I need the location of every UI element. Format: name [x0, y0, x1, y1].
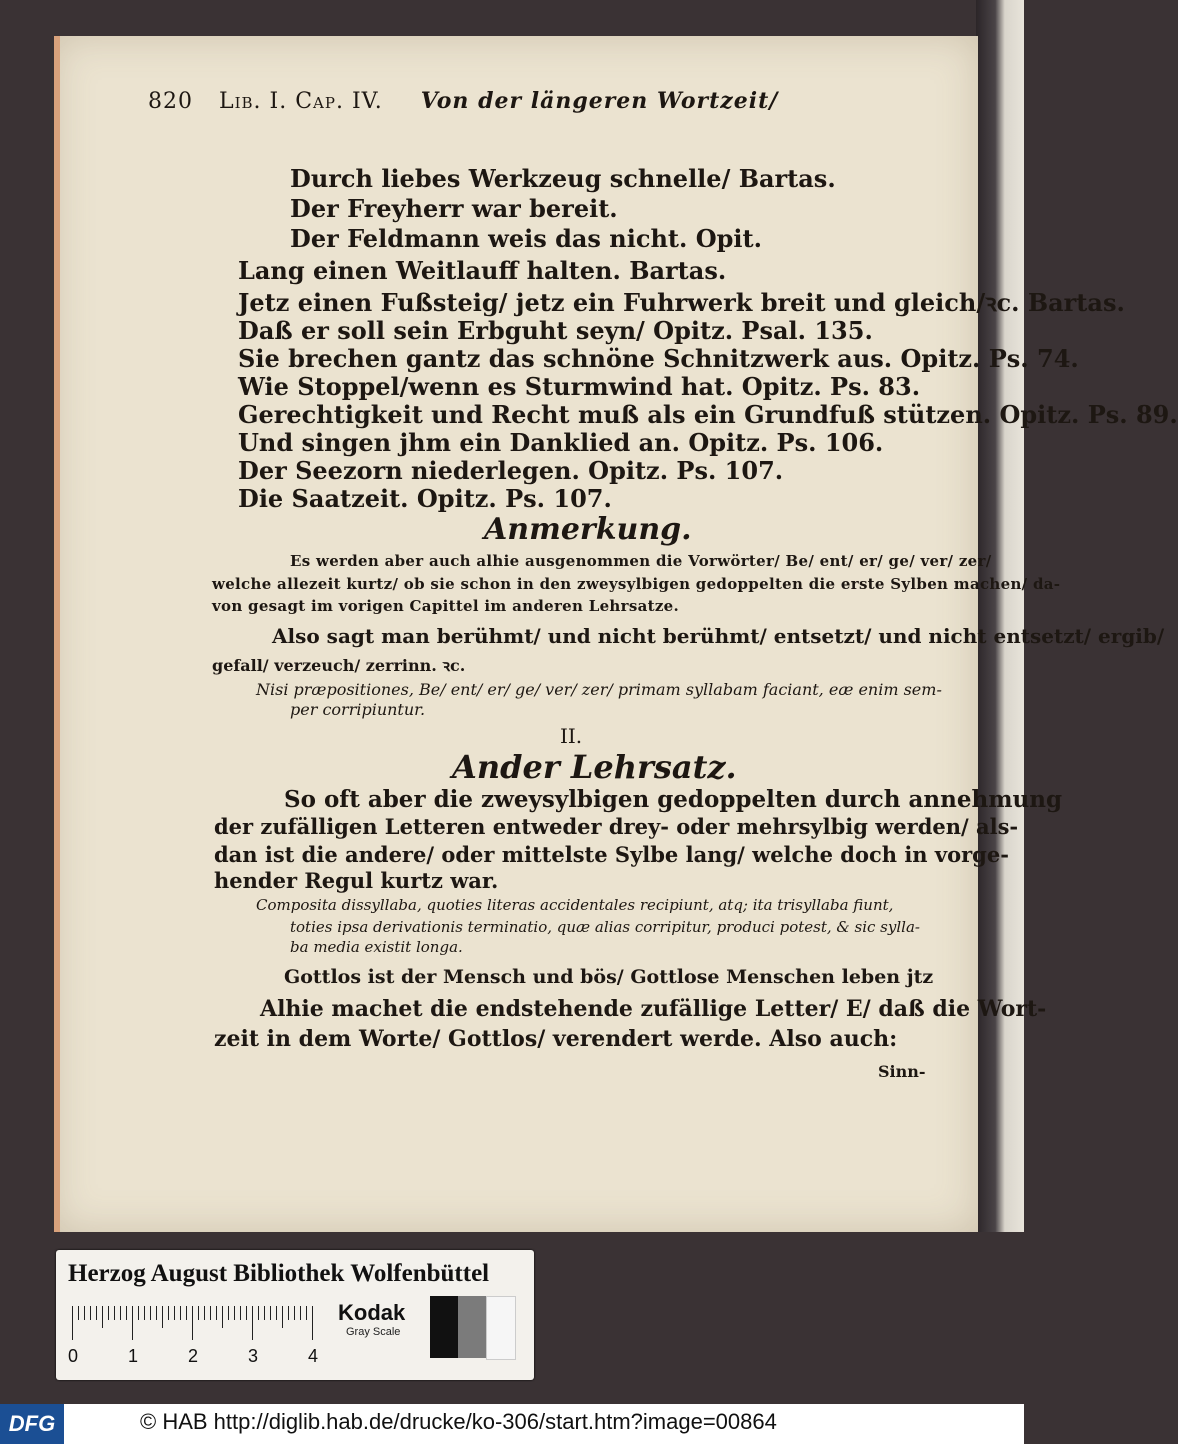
swatch-gray [458, 1296, 486, 1358]
anmerkung-line: von gesagt im vorigen Capittel im anderen Lehrsatze. [212, 597, 680, 615]
ruler-tick [240, 1306, 241, 1320]
ruler-tick [186, 1306, 187, 1320]
ruler-tick [306, 1306, 307, 1320]
scale-number: 1 [128, 1346, 139, 1366]
ruler-tick [264, 1306, 265, 1320]
example-line: Der Freyherr war bereit. [290, 194, 618, 223]
ruler-tick [210, 1306, 211, 1320]
ruler-tick [144, 1306, 145, 1320]
ruler-tick [114, 1306, 115, 1320]
rule-line: dan ist die andere/ oder mittelste Sylbe lang/ welche doch in vorge- [214, 842, 1009, 867]
ruler-tick [174, 1306, 175, 1320]
page-number: 820 [148, 89, 193, 114]
example-line: Gerechtigkeit und Recht muß als ein Grundfuß stützen. Opitz. Ps. 89. [238, 400, 1178, 429]
ruler-tick [204, 1306, 205, 1320]
ruler-tick [282, 1306, 283, 1328]
example-line: Jetz einen Fußsteig/ jetz ein Fuhrwerk breit und gleich/ꝛc. Bartas. [238, 288, 1125, 317]
adjacent-page-edge [976, 0, 1024, 1232]
ruler-tick [90, 1306, 91, 1320]
dfg-logo: DFG [0, 1404, 64, 1444]
example-line: Die Saatzeit. Opitz. Ps. 107. [238, 484, 612, 513]
latin-rule: Composita dissyllaba, quoties literas accidentales recipiunt, atq; ita trisyllaba fiunt, [256, 896, 894, 914]
ruler-tick [126, 1306, 127, 1320]
example-line: Der Feldmann weis das nicht. Opit. [290, 224, 762, 253]
anmerkung-line: Es werden aber auch alhie ausgenommen die Vorwörter/ Be/ ent/ er/ ge/ ver/ zer/ [290, 552, 992, 570]
ruler-tick [138, 1306, 139, 1320]
ruler-tick [84, 1306, 85, 1320]
library-name: Herzog August Bibliothek Wolfenbüttel [68, 1260, 490, 1287]
copyright-url: © HAB http://diglib.hab.de/drucke/ko-306/start.htm?image=00864 [140, 1409, 777, 1434]
ruler-tick [234, 1306, 235, 1320]
example-line: Wie Stoppel/wenn es Sturmwind hat. Opitz. Ps. 83. [238, 372, 921, 401]
swatch-white [486, 1296, 516, 1360]
ruler-tick [270, 1306, 271, 1320]
scale-number: 2 [188, 1346, 199, 1366]
chapter-label: Lib. I. Cap. IV. [219, 89, 383, 114]
swatch-black [430, 1296, 458, 1358]
ruler-tick [312, 1306, 313, 1340]
anmerkung-example: gefall/ verzeuch/ zerrinn. ꝛc. [212, 656, 466, 675]
ruler-tick [108, 1306, 109, 1320]
rule-line: So oft aber die zweysylbigen gedoppelten durch annehmung [284, 786, 1063, 813]
running-title: Von der längeren Wortzeit/ [420, 88, 779, 114]
example-line: Und singen jhm ein Danklied an. Opitz. Ps. 106. [238, 428, 884, 457]
ruler-tick [222, 1306, 223, 1328]
latin-rule: toties ipsa derivationis terminatio, quæ alias corripitur, produci potest, & sic sylla- [290, 918, 920, 936]
example-line: Sie brechen gantz das schnöne Schnitzwerk aus. Opitz. Ps. 74. [238, 344, 1079, 373]
closing-line: Alhie machet die endstehende zufällige Letter/ E/ daß die Wort- [260, 996, 1047, 1022]
ruler-tick [156, 1306, 157, 1320]
ruler-tick [300, 1306, 301, 1320]
ruler-tick [192, 1306, 193, 1340]
ruler [68, 1306, 372, 1366]
ruler-tick [258, 1306, 259, 1320]
ruler-tick [96, 1306, 97, 1320]
color-calibration-card [56, 1250, 534, 1380]
ruler-tick [216, 1306, 217, 1320]
rule-line: der zufälligen Letteren entweder drey- oder mehrsylbig werden/ als- [214, 814, 1019, 839]
catchword: Sinn- [878, 1062, 926, 1081]
ruler-tick [294, 1306, 295, 1320]
section-heading: Ander Lehrsatz. [452, 748, 737, 786]
ruler-tick [288, 1306, 289, 1320]
running-header [148, 88, 778, 114]
ruler-tick [150, 1306, 151, 1320]
ruler-tick [72, 1306, 73, 1340]
anmerkung-heading: Anmerkung. [484, 512, 692, 547]
example-line: Lang einen Weitlauff halten. Bartas. [238, 256, 727, 285]
latin-note: per corripiuntur. [290, 700, 426, 719]
latin-rule: ba media existit longa. [290, 938, 463, 956]
anmerkung-example: Also sagt man berühmt/ und nicht berühmt/ entsetzt/ und nicht entsetzt/ ergib/ [272, 624, 1165, 648]
anmerkung-line: welche allezeit kurtz/ ob sie schon in den zweysylbigen gedoppelten die erste Sylben machen/ da- [212, 575, 1061, 593]
gray-scale-label: Gray Scale [346, 1326, 401, 1338]
ruler-tick [78, 1306, 79, 1320]
ruler-tick [168, 1306, 169, 1320]
closing-line: zeit in dem Worte/ Gottlos/ verendert werde. Also auch: [214, 1026, 898, 1052]
example-line: Daß er soll sein Erbguht seyn/ Opitz. Psal. 135. [238, 316, 873, 345]
ruler-tick [246, 1306, 247, 1320]
page-edge [54, 36, 60, 1232]
section-numeral: II. [560, 724, 583, 748]
scale-number: 0 [68, 1346, 79, 1366]
ruler-tick [162, 1306, 163, 1328]
ruler-tick [120, 1306, 121, 1320]
ruler-tick [228, 1306, 229, 1320]
scale-number: 3 [248, 1346, 259, 1366]
ruler-tick [132, 1306, 133, 1340]
ruler-tick [276, 1306, 277, 1320]
scale-number: 4 [308, 1346, 319, 1366]
latin-note: Nisi præpositiones, Be/ ent/ er/ ge/ ver/ zer/ primam syllabam faciant, eæ enim sem- [256, 680, 942, 699]
kodak-logo: Kodak [338, 1300, 406, 1325]
ruler-tick [102, 1306, 103, 1328]
ruler-tick [252, 1306, 253, 1340]
ruler-tick [180, 1306, 181, 1320]
section-example: Gottlos ist der Mensch und bös/ Gottlose Menschen leben jtz [284, 966, 934, 988]
ruler-tick [198, 1306, 199, 1320]
rule-line: hender Regul kurtz war. [214, 868, 499, 893]
example-line: Der Seezorn niederlegen. Opitz. Ps. 107. [238, 456, 784, 485]
example-line: Durch liebes Werkzeug schnelle/ Bartas. [290, 164, 836, 193]
